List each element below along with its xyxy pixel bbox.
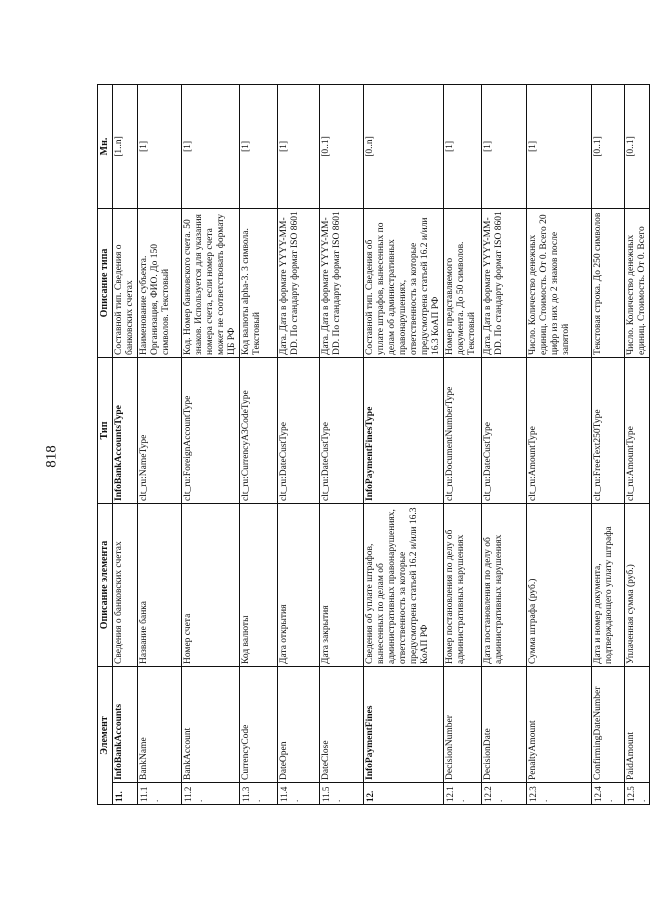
table-row xyxy=(527,85,592,805)
row-number: 12.2. xyxy=(482,783,527,805)
element-description: Сумма штрафа (руб.) xyxy=(527,504,592,667)
element-description: Название банка xyxy=(138,504,182,667)
type-description: Код валюты alpha-3. 3 символа. Текстовый xyxy=(240,209,278,358)
table-row xyxy=(444,85,482,805)
table-row xyxy=(113,85,138,805)
multiplicity: [0..1] xyxy=(320,85,364,209)
row-number: 12.1. xyxy=(444,783,482,805)
table-row xyxy=(482,85,527,805)
row-number: 11.2. xyxy=(182,783,240,805)
element-name: BankAccount xyxy=(182,667,240,783)
element-name: PenaltyAmount xyxy=(527,667,592,783)
multiplicity: [1] xyxy=(527,85,592,209)
type-description: Составной тип. Сведения о банковских счетах xyxy=(113,209,138,358)
multiplicity: [1] xyxy=(278,85,320,209)
header-multiplicity: Мн. xyxy=(98,85,113,209)
row-number: 12.4. xyxy=(592,783,625,805)
element-name: PaidAmount xyxy=(625,667,650,783)
element-description: Сведения об уплате штрафов, вынесенных по делам об административных правонарушениях, ответственность за которые предусмотрена статьей 16.2 и/или 16.3 КоАП РФ xyxy=(364,504,444,667)
element-description: Дата закрытия xyxy=(320,504,364,667)
type-name: clt_ru:NameType xyxy=(138,358,182,504)
multiplicity: [1] xyxy=(444,85,482,209)
type-description: Номер представляемого документа. До 50 символов. Текстовый xyxy=(444,209,482,358)
header-element-description: Описание элемента xyxy=(98,504,113,667)
rotated-table-container xyxy=(97,85,647,805)
type-name: clt_ru:AmountType xyxy=(625,358,650,504)
element-name: DateClose xyxy=(320,667,364,783)
element-name: DecisionNumber xyxy=(444,667,482,783)
multiplicity: [1..n] xyxy=(113,85,138,209)
element-name: BankName xyxy=(138,667,182,783)
row-number: 11.5. xyxy=(320,783,364,805)
type-description: Число. Количество денежных единиц. Стоимость. От 0. Всего 20 цифр из них до 2 знаков после запятой xyxy=(527,209,592,358)
element-name: CurrencyCode xyxy=(240,667,278,783)
type-name: InfoBankAccountsType xyxy=(113,358,138,504)
element-name: ConfirmingDateNumber xyxy=(592,667,625,783)
type-name: clt_ru:DocumentNumberType xyxy=(444,358,482,504)
multiplicity: [0..n] xyxy=(364,85,444,209)
header-type: Тип xyxy=(98,358,113,504)
element-name: DecisionDate xyxy=(482,667,527,783)
table-row xyxy=(320,85,364,805)
element-name: DateOpen xyxy=(278,667,320,783)
element-description: Номер счета xyxy=(182,504,240,667)
row-number: 12. xyxy=(364,783,444,805)
element-description: Дата и номер документа, подтверждающего уплату штрафа xyxy=(592,504,625,667)
element-description: Дата открытия xyxy=(278,504,320,667)
element-name: InfoPaymentFines xyxy=(364,667,444,783)
multiplicity: [1] xyxy=(182,85,240,209)
table-body xyxy=(113,85,650,805)
type-description: Текстовая строка. До 250 символов xyxy=(592,209,625,358)
element-description: Уплаченная сумма (руб.) xyxy=(625,504,650,667)
table-row xyxy=(138,85,182,805)
table-row xyxy=(278,85,320,805)
row-number: 11.1. xyxy=(138,783,182,805)
type-name: clt_ru:CurrencyA3CodeType xyxy=(240,358,278,504)
type-description: Дата. Дата в формате YYYY-MM-DD. По стандарту формат ISO 8601 xyxy=(278,209,320,358)
type-description: Наименование субъекта. Организация, ФИО. До 150 символов. Текстовый xyxy=(138,209,182,358)
page-number: 818 xyxy=(43,445,60,468)
table-row xyxy=(625,85,650,805)
row-number: 12.3. xyxy=(527,783,592,805)
type-name: clt_ru:AmountType xyxy=(527,358,592,504)
type-name: clt_ru:DateCustType xyxy=(482,358,527,504)
row-number: 12.5. xyxy=(625,783,650,805)
header-element: Элемент xyxy=(98,667,113,805)
spec-table xyxy=(97,84,650,805)
type-description: Составной тип. Сведения об уплате штрафов, вынесенных по делам об административных правонарушениях, ответственность за которые предусмотрена статьей 16.2 и/или 16.3 КоАП РФ xyxy=(364,209,444,358)
multiplicity: [0..1] xyxy=(592,85,625,209)
multiplicity: [0..1] xyxy=(625,85,650,209)
type-name: clt_ru:FreeText250Type xyxy=(592,358,625,504)
type-name: clt_ru:DateCustType xyxy=(320,358,364,504)
type-name: InfoPaymentFinesType xyxy=(364,358,444,504)
table-row xyxy=(592,85,625,805)
header-type-description: Описание типа xyxy=(98,209,113,358)
multiplicity: [1] xyxy=(240,85,278,209)
multiplicity: [1] xyxy=(482,85,527,209)
type-name: clt_ru:DateCustType xyxy=(278,358,320,504)
multiplicity: [1] xyxy=(138,85,182,209)
table-header-row xyxy=(98,85,113,805)
table-row xyxy=(240,85,278,805)
row-number: 11.4. xyxy=(278,783,320,805)
element-description: Дата постановления по делу об административных нарушениях xyxy=(482,504,527,667)
type-description: Число. Количество денежных единиц. Стоимость. От 0. Всего xyxy=(625,209,650,358)
type-name: clt_ru:ForeignAccountType xyxy=(182,358,240,504)
row-number: 11. xyxy=(113,783,138,805)
element-description: Сведения о банковских счетах xyxy=(113,504,138,667)
row-number: 11.3. xyxy=(240,783,278,805)
type-description: Дата. Дата в формате YYYY-MM-DD. По стандарту формат ISO 8601 xyxy=(320,209,364,358)
type-description: Код. Номер банковского счета. 50 знаков. Используется для указания номера счета, если номер счета может не соответствовать формату ЦБ РФ xyxy=(182,209,240,358)
type-description: Дата. Дата в формате YYYY-MM-DD. По стандарту формат ISO 8601 xyxy=(482,209,527,358)
element-name: InfoBankAccounts xyxy=(113,667,138,783)
table-row xyxy=(364,85,444,805)
table-row xyxy=(182,85,240,805)
element-description: Код валюты xyxy=(240,504,278,667)
element-description: Номер постановления по делу об административных нарушениях xyxy=(444,504,482,667)
